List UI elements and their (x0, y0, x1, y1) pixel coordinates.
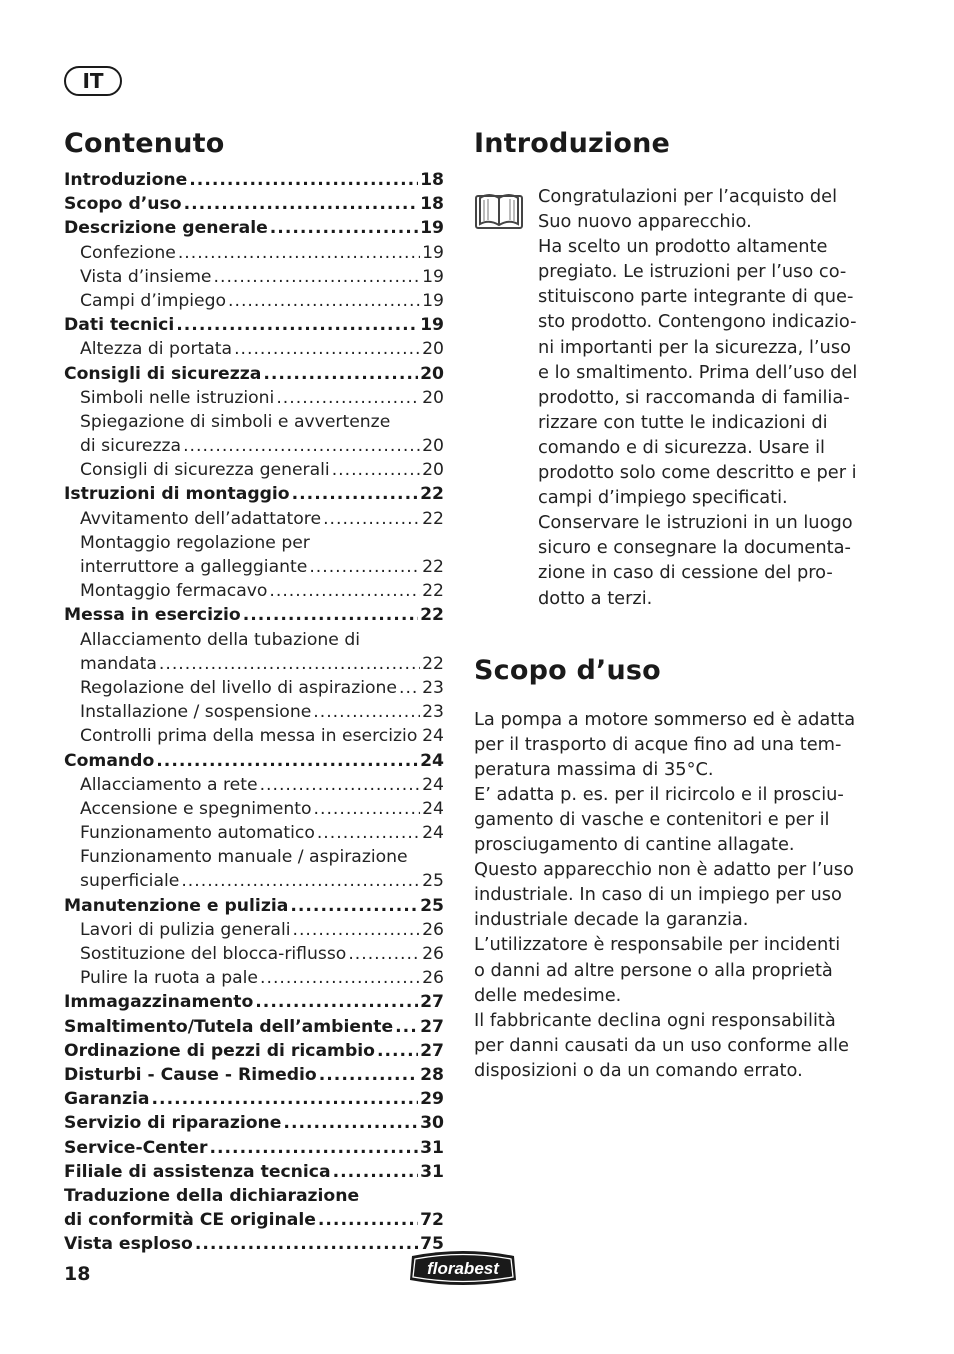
intro-text-line: rizzare con tutte le indicazioni di (538, 411, 828, 433)
toc-entry-page: 24 (422, 774, 444, 795)
toc-entry-page: 22 (422, 557, 444, 577)
toc-entry-page: 25 (422, 871, 444, 892)
toc-leader-dots (270, 216, 418, 240)
toc-entry-page: 31 (420, 1161, 444, 1182)
usage-text-line: L’utilizzatore è responsabile per incidenti (474, 934, 841, 956)
toc-entry-title: Pulire la ruota a pale (80, 968, 259, 989)
toc-entry-page: 26 (422, 968, 444, 989)
toc-entry-title: Accensione e spegnimento (80, 798, 312, 819)
toc-entry-title: Messa in esercizio (64, 605, 241, 626)
toc-entry-page: 27 (420, 1016, 444, 1037)
toc-entry (64, 168, 444, 192)
toc-entry-page: 72 (420, 1210, 444, 1231)
toc-list (64, 168, 444, 1256)
toc-entry (64, 192, 444, 216)
intro-text-line: Ha scelto un prodotto altamente (538, 236, 828, 258)
right-column (474, 126, 874, 1083)
toc-entry-page: 23 (422, 677, 444, 698)
toc-entry (64, 1160, 444, 1184)
toc-entry-title-line: Spiegazione di simboli e avvertenze (80, 411, 391, 432)
toc-entry-title-line: Montaggio regolazione per (80, 532, 310, 553)
toc-entry-title: Filiale di assistenza tecnica (64, 1161, 331, 1182)
toc-entry-title: Introduzione (64, 170, 188, 190)
table-of-contents (64, 126, 444, 1256)
toc-entry-page: 20 (422, 436, 444, 457)
toc-entry-title: Sostituzione del blocca-riflusso (80, 944, 347, 964)
toc-entry-page: 24 (422, 798, 444, 819)
toc-entry (64, 337, 444, 361)
toc-entry (64, 1039, 444, 1063)
toc-entry-title-line: Funzionamento manuale / aspirazione (80, 847, 408, 868)
toc-entry-page: 28 (420, 1064, 444, 1085)
toc-leader-dots (269, 579, 420, 603)
usage-text-line: La pompa a motore sommerso ed è adatta (474, 708, 856, 730)
toc-entry-title: Confezione (80, 242, 176, 263)
toc-leader-dots (332, 458, 420, 482)
toc-entry (64, 603, 444, 627)
toc-entry (64, 749, 444, 773)
toc-entry-title: Disturbi - Cause - Rimedio (64, 1064, 317, 1085)
toc-leader-dots (195, 1232, 418, 1256)
toc-leader-dots (183, 434, 420, 458)
toc-leader-dots (181, 869, 420, 893)
toc-entry-page: 19 (422, 266, 444, 287)
toc-entry-page: 27 (420, 1040, 444, 1061)
toc-leader-dots (309, 555, 420, 579)
toc-leader-dots (317, 821, 420, 845)
toc-entry-title: Funzionamento automatico (80, 823, 315, 844)
toc-entry (64, 894, 444, 918)
toc-entry-title: Istruzioni di montaggio (64, 484, 290, 505)
toc-entry-title: Servizio di riparazione (64, 1113, 282, 1134)
toc-entry-title-line: Allacciamento della tubazione di (80, 629, 361, 650)
toc-entry (64, 1232, 444, 1256)
toc-entry (64, 555, 444, 579)
toc-entry (64, 216, 444, 240)
toc-entry-page: 22 (422, 581, 444, 602)
toc-entry-page: 20 (422, 339, 444, 360)
intro-text-line: Congratulazioni per l’acquisto del (538, 186, 838, 207)
toc-leader-dots (290, 894, 418, 918)
toc-entry-title: Altezza di portata (80, 339, 233, 360)
toc-entry-page: 19 (420, 315, 444, 336)
toc-leader-dots (283, 1111, 418, 1135)
usage-text-line: o danni ad altre persone o alla proprietà (474, 959, 833, 981)
toc-entry-title: Smaltimento/Tutela dell’ambiente (64, 1016, 394, 1037)
intro-text-line: e lo smaltimento. Prima dell’uso del (538, 361, 858, 383)
toc-entry (64, 1136, 444, 1160)
toc-entry-page: 24 (420, 750, 444, 771)
toc-entry-page: 25 (420, 895, 444, 916)
intro-text-line: comando e di sicurezza. Usare il (538, 436, 825, 458)
toc-entry (64, 313, 444, 337)
toc-entry-page: 19 (420, 218, 444, 239)
toc-entry-title: Installazione / sospensione (80, 702, 312, 723)
toc-entry (64, 482, 444, 506)
toc-entry-title: Immagazzinamento (64, 992, 254, 1013)
toc-leader-dots (243, 603, 418, 627)
language-badge: IT (64, 66, 122, 96)
toc-entry-title: di conformità CE originale (64, 1210, 316, 1231)
intro-text-line: dotto a terzi. (538, 587, 653, 609)
intro-text-line: pregiato. Le istruzioni per l’uso co- (538, 261, 847, 283)
toc-entry-title: Ordinazione di pezzi di ricambio (64, 1040, 375, 1061)
toc-entry-title: mandata (80, 653, 157, 674)
toc-entry-title: Avvitamento dell’adattatore (80, 508, 322, 529)
toc-entry (64, 1087, 444, 1111)
toc-entry-page: 19 (422, 242, 444, 263)
toc-leader-dots (260, 966, 420, 990)
intro-text-line: sicuro e consegnare la documenta- (538, 537, 851, 559)
toc-leader-dots (323, 507, 420, 531)
toc-leader-dots (176, 313, 418, 337)
toc-entry (64, 386, 444, 410)
toc-leader-dots (319, 1063, 418, 1087)
toc-leader-dots (159, 652, 420, 676)
usage-text-line: industriale decade la garanzia. (474, 909, 749, 931)
book-icon (474, 188, 524, 232)
intro-title: Introduzione (474, 128, 671, 159)
toc-entry-page: 20 (420, 363, 444, 384)
toc-entry-page: 27 (420, 992, 444, 1013)
usage-text-line: Questo apparecchio non è adatto per l’uso (474, 859, 854, 881)
toc-entry-page: 75 (420, 1234, 444, 1255)
toc-entry (64, 507, 444, 531)
toc-entry-title: Regolazione del livello di aspirazione (80, 677, 397, 698)
toc-entry-title: Campi d’impiego (80, 290, 227, 311)
toc-leader-dots (314, 797, 421, 821)
toc-entry-page: 22 (422, 653, 444, 674)
toc-entry-page: 20 (422, 460, 444, 481)
toc-entry-page: 24 (422, 726, 444, 747)
toc-entry (64, 579, 444, 603)
toc-leader-dots (399, 676, 420, 700)
toc-entry (64, 918, 444, 942)
toc-entry (64, 797, 444, 821)
florabest-logo (406, 1248, 520, 1288)
toc-entry (64, 724, 444, 748)
toc-entry-title: Service-Center (64, 1137, 208, 1158)
intro-text-line: prodotto, si raccomanda di familia- (538, 386, 850, 408)
toc-entry-title: interruttore a galleggiante (80, 557, 308, 577)
toc-leader-dots (234, 337, 420, 361)
toc-leader-dots (377, 1039, 418, 1063)
toc-entry-page: 26 (422, 919, 444, 940)
toc-entry-page: 31 (420, 1137, 444, 1158)
toc-entry (64, 362, 444, 386)
usage-text-line: per il trasporto di acque fino ad una tem- (474, 733, 842, 755)
toc-leader-dots (318, 1208, 418, 1232)
toc-entry-page: 18 (420, 194, 444, 215)
toc-entry-page: 22 (422, 508, 444, 529)
logo-text: florabest (427, 1259, 499, 1278)
usage-text-line: E’ adatta p. es. per il ricircolo e il prosciu- (474, 783, 844, 805)
intro-text-line: prodotto solo come descritto e per i (538, 462, 857, 484)
toc-leader-dots (263, 362, 418, 386)
toc-leader-dots (156, 749, 418, 773)
toc-entry-page: 22 (420, 484, 444, 505)
toc-entry-page: 29 (420, 1089, 444, 1110)
intro-section (474, 184, 874, 611)
toc-entry-page: 26 (422, 944, 444, 964)
intro-text-line: sto prodotto. Contengono indicazio- (538, 311, 857, 333)
toc-leader-dots (293, 918, 421, 942)
toc-entry-page: 30 (420, 1113, 444, 1134)
toc-entry-title: Vista d’insieme (80, 266, 212, 287)
toc-leader-dots (189, 168, 418, 192)
toc-entry (64, 966, 444, 990)
toc-entry-title: Descrizione generale (64, 218, 268, 239)
toc-entry-title: Controlli prima della messa in esercizio (80, 726, 418, 747)
toc-leader-dots (228, 289, 420, 313)
toc-entry-title: Vista esploso (64, 1234, 193, 1255)
toc-entry-page: 24 (422, 823, 444, 844)
toc-entry-title: Montaggio fermacavo (80, 581, 268, 602)
toc-leader-dots (348, 942, 420, 966)
toc-entry-title: superficiale (80, 871, 180, 892)
toc-entry (64, 700, 444, 724)
toc-entry-title: di sicurezza (80, 436, 182, 457)
toc-leader-dots (419, 724, 420, 748)
toc-entry-title: Garanzia (64, 1089, 150, 1110)
toc-entry-title: Consigli di sicurezza (64, 363, 262, 384)
toc-leader-dots (276, 386, 420, 410)
usage-text-line: peratura massima di 35°C. (474, 758, 714, 780)
toc-entry (64, 676, 444, 700)
intro-text-line: stituiscono parte integrante di que- (538, 286, 854, 308)
intro-text-line: campi d’impiego specificati. (538, 487, 788, 509)
toc-entry (64, 1208, 444, 1232)
toc-entry-page: 23 (422, 702, 444, 723)
toc-entry (64, 990, 444, 1014)
toc-leader-dots (152, 1087, 419, 1111)
usage-text-line: per danni causati da un uso conforme alle (474, 1034, 849, 1056)
toc-leader-dots (395, 1015, 418, 1039)
toc-leader-dots (209, 1136, 418, 1160)
toc-entry-page: 18 (420, 170, 444, 190)
usage-text-line: Il fabbricante declina ogni responsabilità (474, 1009, 836, 1031)
toc-entry-title: Manutenzione e pulizia (64, 895, 289, 916)
usage-text-line: prosciugamento di cantine allagate. (474, 834, 795, 856)
toc-leader-dots (333, 1160, 419, 1184)
toc-leader-dots (313, 700, 420, 724)
intro-text-line: Conservare le istruzioni in un luogo (538, 512, 853, 534)
toc-entry-title: Simboli nelle istruzioni (80, 387, 275, 408)
usage-title: Scopo d’uso (474, 654, 661, 686)
usage-text (474, 707, 874, 1083)
toc-entry-title: Comando (64, 750, 155, 771)
toc-entry-page: 19 (422, 290, 444, 311)
toc-entry (64, 652, 444, 676)
toc-entry-page: 22 (420, 605, 444, 626)
intro-text-line: zione in caso di cessione del pro- (538, 562, 833, 584)
toc-entry-title: Dati tecnici (64, 315, 175, 336)
toc-entry (64, 241, 444, 265)
toc-leader-dots (184, 192, 419, 216)
usage-text-line: gamento di vasche e contenitori e per il (474, 808, 830, 830)
usage-text-line: disposizioni o da un comando errato. (474, 1059, 803, 1081)
toc-entry (64, 289, 444, 313)
toc-entry-title: Lavori di pulizia generali (80, 919, 291, 940)
toc-entry (64, 773, 444, 797)
toc-entry (64, 434, 444, 458)
toc-entry (64, 265, 444, 289)
usage-text-line: industriale. In caso di un impiego per uso (474, 884, 842, 906)
intro-text-line: ni importanti per la sicurezza, l’uso (538, 336, 851, 358)
toc-entry (64, 458, 444, 482)
page-number: 18 (64, 1263, 91, 1285)
toc-leader-dots (255, 990, 418, 1014)
toc-entry (64, 1063, 444, 1087)
toc-entry (64, 821, 444, 845)
toc-entry-title: Scopo d’uso (64, 194, 182, 215)
toc-leader-dots (292, 482, 418, 506)
intro-text-line: Suo nuovo apparecchio. (538, 211, 752, 233)
toc-entry (64, 1111, 444, 1135)
toc-title: Contenuto (64, 128, 225, 159)
toc-leader-dots (214, 265, 421, 289)
toc-entry-title: Allacciamento a rete (80, 774, 258, 795)
toc-entry (64, 869, 444, 893)
toc-entry (64, 1015, 444, 1039)
toc-leader-dots (178, 241, 420, 265)
usage-text-line: delle medesime. (474, 984, 622, 1006)
toc-leader-dots (260, 773, 421, 797)
intro-text (538, 184, 874, 611)
toc-entry-title: Consigli di sicurezza generali (80, 460, 330, 481)
toc-entry-title-line: Traduzione della dichiarazione (64, 1185, 360, 1206)
toc-entry (64, 942, 444, 966)
toc-entry-page: 20 (422, 387, 444, 408)
